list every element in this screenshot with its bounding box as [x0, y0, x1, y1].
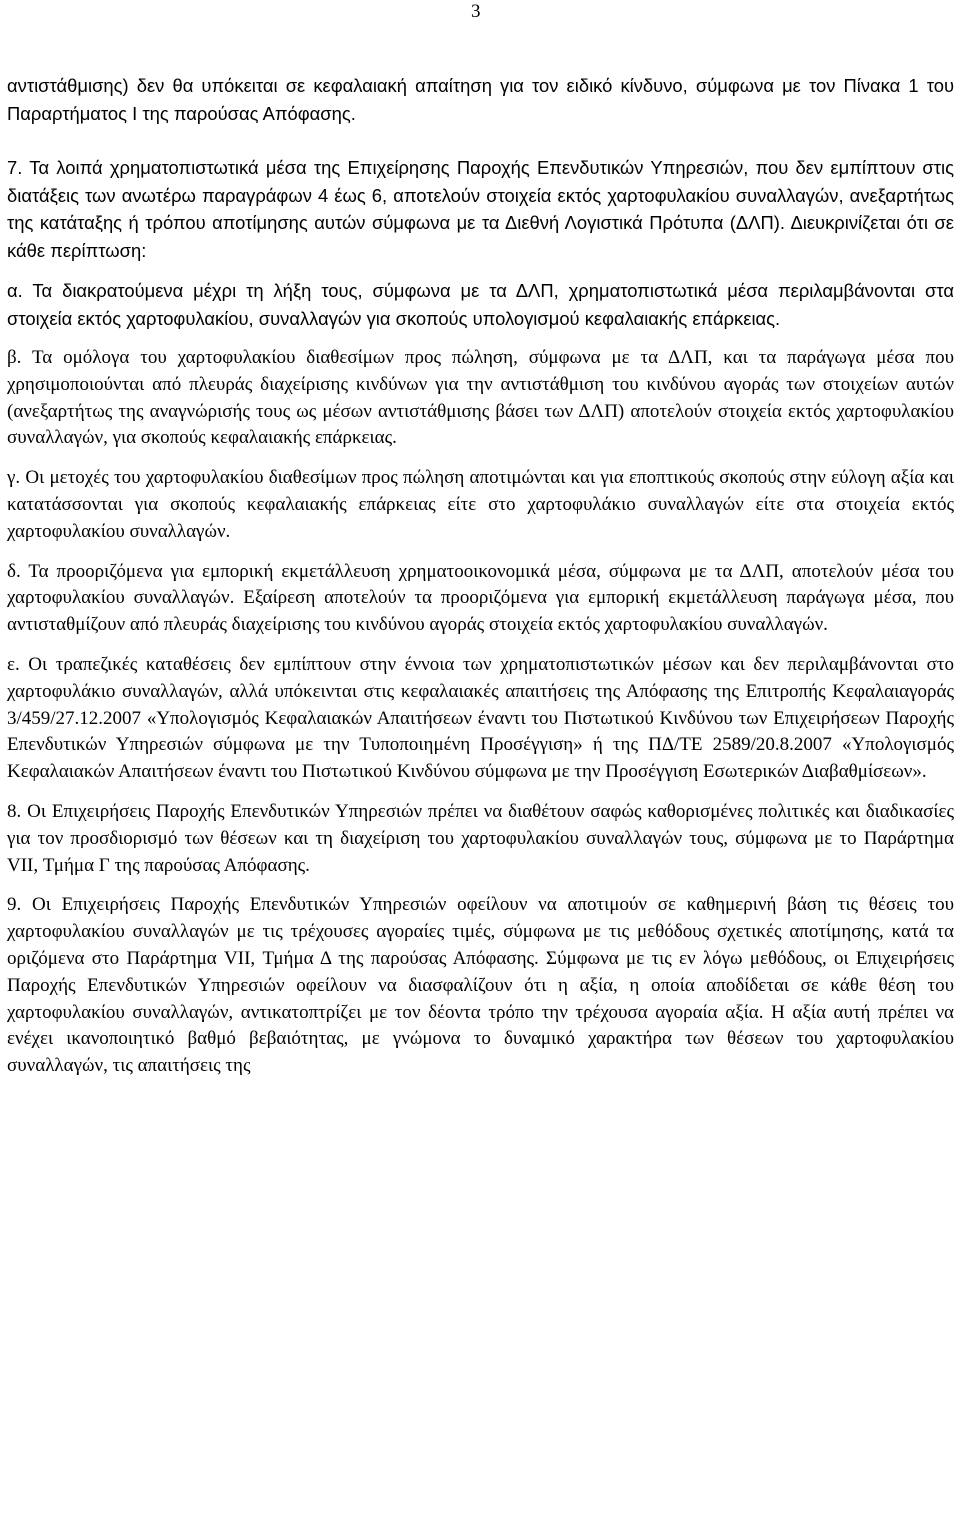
paragraph-continuation: αντιστάθμισης) δεν θα υπόκειται σε κεφαλαιακή απαίτηση για τον ειδικό κίνδυνο, σύμφωνα με τον Πίνακα 1 του Παραρτήματος Ι της παρούσας Απόφασης.	[7, 75, 954, 124]
paragraph-8: 8. Οι Επιχειρήσεις Παροχής Επενδυτικών Υπηρεσιών πρέπει να διαθέτουν σαφώς καθορισμένες πολιτικές και διαδικασίες για τον προσδιορισμό των θέσεων και τη διαχείριση του χαρτοφυλακίου συναλλαγών τους, σύμφωνα με το Παράρτημα VII, Τμήμα Γ της παρούσας Απόφασης.	[7, 800, 954, 876]
paragraph-7: 7. Τα λοιπά χρηματοπιστωτικά μέσα της Επιχείρησης Παροχής Επενδυτικών Υπηρεσιών, που δεν εμπίπτουν στις διατάξεις των ανωτέρω παραγράφων 4 έως 6, αποτελούν στοιχεία εκτός χαρτοφυλακίου συναλλαγών, ανεξαρτήτως της κατάταξης ή τρόπου αποτίμησης αυτών σύμφωνα με τα Διεθνή Λογιστικά Πρότυπα (ΔΛΠ). Διευκρινίζεται ότι σε κάθε περίπτωση:	[7, 157, 954, 261]
paragraph-7b: β. Τα ομόλογα του χαρτοφυλακίου διαθεσίμων προς πώληση, σύμφωνα με τα ΔΛΠ, και τα παράγωγα μέσα που χρησιμοποιούνται από πλευράς διαχείρισης κινδύνων για την αντιστάθμιση του κινδύνου αγοράς των στοιχείων αυτών (ανεξαρτήτως της αναγνώρισής τους ως μέσων αντιστάθμισης βάσει των ΔΛΠ) αποτελούν στοιχεία εκτός χαρτοφυλακίου συναλλαγών, για σκοπούς κεφαλαιακής επάρκειας.	[7, 347, 954, 449]
paragraph-7a: α. Τα διακρατούμενα μέχρι τη λήξη τους, σύμφωνα με τα ΔΛΠ, χρηματοπιστωτικά μέσα περιλαμβάνονται στα στοιχεία εκτός χαρτοφυλακίου, συναλλαγών για σκοπούς υπολογισμού κεφαλαιακής επάρκειας.	[7, 280, 954, 329]
document-body	[7, 72, 954, 1080]
paragraph-9: 9. Οι Επιχειρήσεις Παροχής Επενδυτικών Υπηρεσιών οφείλουν να αποτιμούν σε καθημερινή βάση τις θέσεις του χαρτοφυλακίου συναλλαγών με τις τρέχουσες αγοραίες τιμές, σύμφωνα με τις μεθόδους σχετικές αποτίμησης, κατά τα οριζόμενα στο Παράρτημα VII, Τμήμα Δ της παρούσας Απόφασης. Σύμφωνα με τις εν λόγω μεθόδους, οι Επιχειρήσεις Παροχής Επενδυτικών Υπηρεσιών οφείλουν να διασφαλίζουν ότι η αξία, η οποία αποδίδεται σε κάθε θέση του χαρτοφυλακίου συναλλαγών, αντικατοπτρίζει με τον δέοντα τρόπο την τρέχουσα αγοραία αξία. Η αξία αυτή πρέπει να ενέχει ικανοποιητικό βαθμό βεβαιότητας, με γνώμονα το δυναμικό χαρακτήρα των θέσεων του χαρτοφυλακίου συναλλαγών, τις απαιτήσεις της	[7, 894, 954, 1077]
paragraph-7d: δ. Τα προοριζόμενα για εμπορική εκμετάλλευση χρηματοοικονομικά μέσα, σύμφωνα με τα ΔΛΠ, αποτελούν μέσα του χαρτοφυλακίου συναλλαγών. Εξαίρεση αποτελούν τα προοριζόμενα για εμπορική εκμετάλλευση παράγωγα μέσα, που αντισταθμίζουν από πλευράς διαχείρισης του κινδύνου αγοράς στοιχεία εκτός χαρτοφυλακίου συναλλαγών.	[7, 560, 954, 636]
paragraph-7c: γ. Οι μετοχές του χαρτοφυλακίου διαθεσίμων προς πώληση αποτιμώνται και για εποπτικούς σκοπούς στην εύλογη αξία και κατατάσσονται για σκοπούς κεφαλαιακής επάρκειας είτε στο χαρτοφυλάκιο συναλλαγών είτε στα στοιχεία εκτός χαρτοφυλακίου συναλλαγών.	[7, 467, 954, 542]
page-number: 3	[471, 1, 481, 22]
paragraph-7e: ε. Οι τραπεζικές καταθέσεις δεν εμπίπτουν στην έννοια των χρηματοπιστωτικών μέσων και δεν περιλαμβάνονται στο χαρτοφυλάκιο συναλλαγών, αλλά υπόκεινται στις κεφαλαιακές απαιτήσεις της Απόφασης της Επιτροπής Κεφαλαιαγοράς 3/459/27.12.2007 «Υπολογισμός Κεφαλαιακών Απαιτήσεων έναντι του Πιστωτικού Κινδύνου των Επιχειρήσεων Παροχής Επενδυτικών Υπηρεσιών σύμφωνα με την Τυποποιημένη Προσέγγιση» ή της ΠΔ/ΤΕ 2589/20.8.2007 «Υπολογισμός Κεφαλαιακών Απαιτήσεων έναντι του Πιστωτικού Κινδύνου σύμφωνα με την Προσέγγιση Εσωτερικών Διαβαθμίσεων».	[7, 653, 954, 783]
